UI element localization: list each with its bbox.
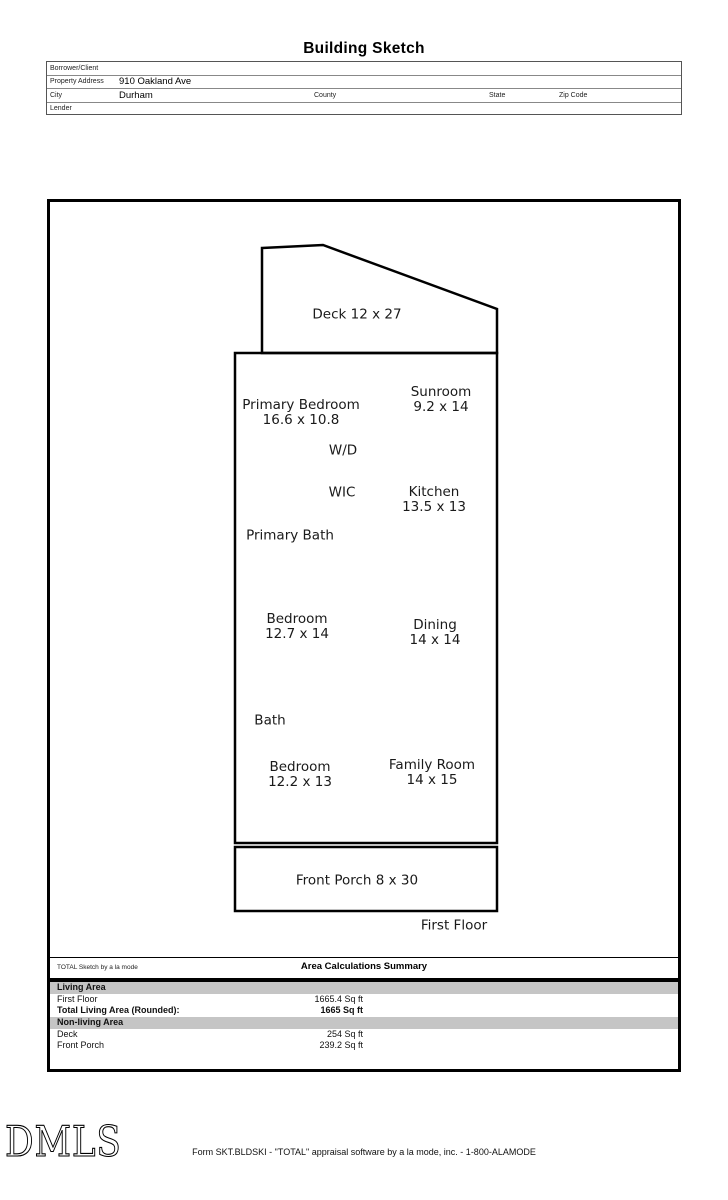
room-name: Family Room <box>388 757 476 773</box>
property-address-input[interactable]: 910 Oakland Ave <box>119 76 192 87</box>
room-name: Dining <box>413 617 457 633</box>
row-label: Front Porch <box>57 1040 105 1050</box>
living-area-section-header <box>50 982 678 994</box>
sunroom-label <box>411 385 472 415</box>
row-label: Total Living Area (Rounded): <box>57 1005 180 1015</box>
city-county-state-zip-row <box>47 89 681 103</box>
dining-label <box>410 618 461 648</box>
room-dims: 9.2 x 14 <box>413 399 469 415</box>
sketch-software-branding: TOTAL Sketch by a la mode <box>57 964 138 971</box>
washer-dryer-label: W/D <box>328 442 358 459</box>
borrower-row <box>47 62 681 76</box>
row-value: 254 Sq ft <box>326 1029 363 1039</box>
room-name: Bedroom <box>269 759 331 775</box>
row-value: 239.2 Sq ft <box>319 1040 363 1050</box>
room-dims: 12.2 x 13 <box>268 774 332 790</box>
primary-bedroom-label <box>242 398 360 428</box>
summary-divider-line <box>50 957 678 958</box>
family-room-label <box>389 758 475 788</box>
room-name: Primary Bedroom <box>242 397 360 413</box>
deck-outline <box>262 245 497 353</box>
front-porch-label: Front Porch 8 x 30 <box>295 872 419 889</box>
county-label: County <box>314 92 337 99</box>
room-dims: 14 x 14 <box>409 632 461 648</box>
row-label: Deck <box>57 1029 78 1039</box>
property-address-row <box>47 76 681 89</box>
floor-plan-drawing <box>47 199 681 1072</box>
row-label: First Floor <box>57 994 98 1004</box>
room-dims: 14 x 15 <box>406 772 458 788</box>
row-value: 1665.4 Sq ft <box>314 994 363 1004</box>
room-name: Bedroom <box>266 611 328 627</box>
form-attribution-line: Form SKT.BLDSKI - "TOTAL" appraisal software by a la mode, inc. - 1-800-ALAMODE <box>192 1147 536 1157</box>
deck-label: Deck 12 x 27 <box>312 306 402 323</box>
summary-thick-rule <box>50 978 678 982</box>
bedroom-2-label <box>268 760 332 790</box>
sketch-border <box>49 201 680 1071</box>
sketch-area <box>47 199 681 1072</box>
room-name: Sunroom <box>410 384 472 400</box>
room-dims: 12.7 x 14 <box>265 626 329 642</box>
summary-row-total-living <box>50 1005 678 1016</box>
row-value: 1665 Sq ft <box>320 1005 363 1015</box>
page-title: Building Sketch <box>303 40 425 57</box>
wic-label: WIC <box>328 484 356 501</box>
zip-code-label: Zip Code <box>559 92 588 99</box>
dmls-logo: DMLS <box>5 1117 122 1166</box>
city-input[interactable]: Durham <box>119 90 153 101</box>
room-dims: 13.5 x 13 <box>402 499 466 515</box>
area-calculations-title: Area Calculations Summary <box>300 961 428 972</box>
borrower-label: Borrower/Client <box>50 65 99 72</box>
nonliving-area-section-header <box>50 1017 678 1029</box>
bedroom-1-label <box>265 612 329 642</box>
summary-row-first-floor <box>50 994 678 1005</box>
floor-name-label: First Floor <box>420 917 488 934</box>
section-header-text: Living Area <box>57 982 106 992</box>
lender-row <box>47 103 681 114</box>
room-dims: 16.6 x 10.8 <box>262 412 340 428</box>
summary-row-front-porch <box>50 1040 678 1051</box>
kitchen-label <box>402 485 466 515</box>
property-address-label: Property Address <box>50 78 104 85</box>
room-name: Kitchen <box>408 484 460 500</box>
section-header-text: Non-living Area <box>57 1017 124 1027</box>
primary-bath-label: Primary Bath <box>246 527 334 544</box>
lender-label: Lender <box>50 105 72 112</box>
city-label: City <box>50 92 63 99</box>
state-label: State <box>489 92 506 99</box>
bath-label: Bath <box>254 712 286 729</box>
summary-row-deck <box>50 1029 678 1040</box>
property-info-form <box>46 61 682 115</box>
